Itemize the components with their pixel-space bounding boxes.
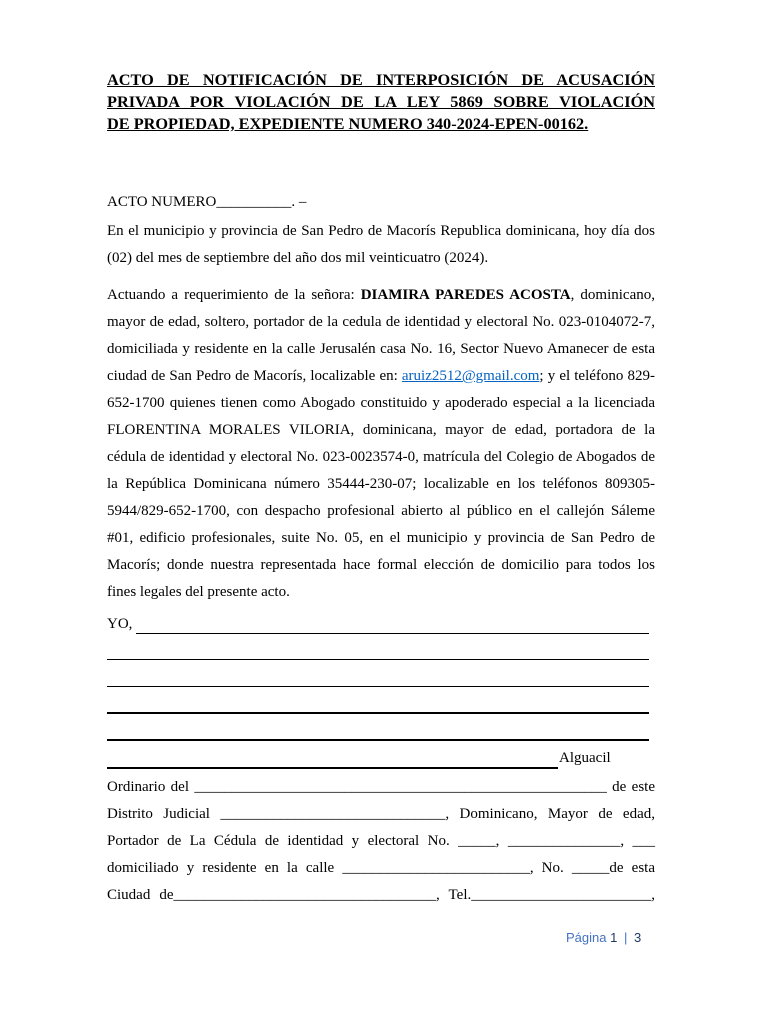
alguacil-label: Alguacil — [559, 750, 611, 766]
blank-line — [107, 686, 649, 687]
title-line-2: PRIVADA POR VIOLACIÓN DE LA LEY 5869 SOBRE VIOLACIÓN — [107, 92, 655, 111]
total-pages-number: 3 — [633, 930, 642, 945]
yo-label: YO, — [107, 616, 133, 632]
client-name: DIAMIRA PAREDES ACOSTA — [360, 287, 571, 303]
page-label: Página — [566, 930, 607, 945]
blank-line — [107, 712, 649, 714]
title-line-3: DE PROPIEDAD, EXPEDIENTE NUMERO 340-2024-EPEN-00162. — [107, 114, 589, 133]
blank-line — [107, 739, 649, 741]
page-separator: | — [623, 930, 628, 945]
blank-line — [107, 767, 558, 769]
current-page-number: 1 — [610, 930, 618, 945]
page-footer — [566, 930, 641, 945]
blank-line — [107, 659, 649, 660]
title-line-1: ACTO DE NOTIFICACIÓN DE INTERPOSICIÓN DE ACUSACIÓN — [107, 70, 655, 89]
paragraph-date: En el municipio y provincia de San Pedro de Macorís Republica dominicana, hoy día dos (02) del mes de septiembre del año dos mil veinticuatro (2024). — [107, 223, 655, 266]
blank-line — [136, 633, 649, 634]
document-title — [107, 69, 655, 135]
acto-numero: ACTO NUMERO__________. – — [107, 194, 307, 210]
paragraph-alguacil: Ordinario del _______________________________________________________ de este Distrito Judicial ______________________________, Dominicano, Mayor de edad, Portador de La Cédula de identidad y electoral No. _____, _______________, ___ domiciliado y residente en la calle _________________________, No. _____de esta Ciudad de___________________________________, Tel.________________________, — [107, 779, 655, 903]
email-link[interactable]: aruiz2512@gmail.com — [401, 368, 540, 384]
paragraph-requirement: Actuando a requerimiento de la señora: DIAMIRA PAREDES ACOSTA, dominicano, mayor de edad, soltero, portador de la cedula de identidad y electoral No. 023-0104072-7, domiciliada y residente en la calle Jerusalén casa No. 16, Sector Nuevo Amanecer de esta ciudad de San Pedro de Macorís, localizable en: aruiz2512@gmail.com; y el teléfono 829- 652-1700 quienes tienen como Abogado constituido y apoderado especial a la licenciada FLORENTINA MORALES VILORIA, dominicana, mayor de edad, portadora de la cédula de identidad y electoral No. 023-0023574-0, matrícula del Colegio de Abogados de la República Dominicana número 35444-230-07; localizable en los teléfonos 809305- 5944/829-652-1700, con despacho profesional abierto al público en el callejón Sáleme #01, edificio profesionales, suite No. 05, en el municipio y provincia de San Pedro de Macorís; donde nuestra representada hace formal elección de domicilio para todos los fines legales del presente acto. — [107, 287, 656, 600]
